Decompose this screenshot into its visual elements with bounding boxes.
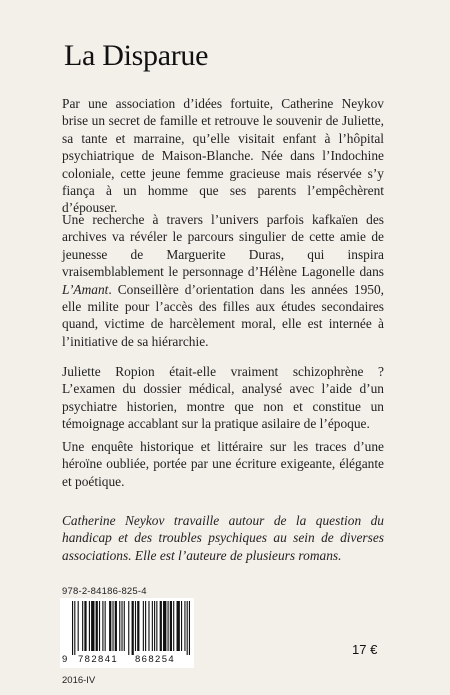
barcode-bar xyxy=(96,601,98,651)
p2-after: . Conseillère d’orientation dans les années 1950, elle milite pour l’accès des filles aux études secondaires quand, victime de harcèlement moral, elle est internée à l’initiative de sa hiérarchie. xyxy=(62,281,384,349)
edition-code: 2016-IV xyxy=(62,675,96,686)
barcode-bar xyxy=(152,601,153,651)
barcode-bar xyxy=(119,601,120,651)
barcode-left-digits: 782841 xyxy=(78,654,119,665)
barcode-bar xyxy=(156,601,157,651)
summary-paragraph-3-text: Juliette Ropion était-elle vraiment schizophrène ? L’examen du dossier médical, analysé avec l’aide d’un psychiatre historien, montre que non et constitue un témoignage accablant sur la pratique asilaire de l’époque. xyxy=(62,364,384,432)
barcode-bar xyxy=(99,601,100,651)
barcode-first-digit: 9 xyxy=(62,654,68,665)
price: 17 € xyxy=(352,642,378,657)
author-bio xyxy=(62,512,384,564)
barcode-bar xyxy=(148,601,149,651)
barcode-right-digits: 868254 xyxy=(135,654,176,665)
barcode-bar xyxy=(105,601,106,651)
barcode-bar xyxy=(160,601,162,651)
barcode-bar xyxy=(177,601,180,651)
barcode-bar xyxy=(84,601,86,651)
barcode-bar xyxy=(132,601,134,655)
barcode-bar xyxy=(128,601,129,655)
book-title: La Disparue xyxy=(64,39,209,72)
barcode-bar xyxy=(154,601,155,651)
barcode-bar xyxy=(121,601,122,651)
summary-paragraph-2 xyxy=(62,211,384,350)
barcode-bar xyxy=(102,601,103,651)
summary-paragraph-1 xyxy=(62,95,384,217)
summary-paragraph-3 xyxy=(62,363,384,433)
summary-paragraph-1-text: Par une association d’idées fortuite, Catherine Neykov brise un secret de famille et retrouve le souvenir de Juliette, sa tante et marraine, qu’elle visitait enfant à l’hôpital psychiatrique de Maison-Blanche. Née dans l’Indochine coloniale, cette jeune femme gracieuse mais réservée s’y fiança à un homme que ses parents l’empêchèrent d’épouser. xyxy=(62,96,384,216)
barcode-bar xyxy=(137,601,139,651)
summary-paragraph-4-text: Une enquête historique et littéraire sur les traces d’une héroïne oubliée, portée par une écriture exigeante, élégante et poétique. xyxy=(62,439,384,489)
barcode-bar xyxy=(189,601,190,655)
barcode-bar xyxy=(109,601,111,651)
barcode-bar xyxy=(74,601,75,655)
barcode-bar xyxy=(82,601,83,651)
barcode-bar xyxy=(163,601,166,651)
p2-before: Une recherche à travers l’univers parfois kafkaïen des archives va révéler le parcours singulier de cette amie de jeunesse de Marguerite Duras, qui inspira vraisemblablement le personnage d’Hélène Lagonelle dans xyxy=(62,212,384,280)
barcode-bar xyxy=(181,601,182,651)
summary-paragraph-2-text xyxy=(62,211,384,350)
barcode-digits xyxy=(60,654,194,666)
barcode-bar xyxy=(173,601,174,651)
barcode-bar xyxy=(170,601,172,651)
barcode-bar xyxy=(72,601,73,655)
barcode-bar xyxy=(112,601,113,651)
author-bio-text: Catherine Neykov travaille autour de la question du handicap et des troubles psychiques au sein de diverses associations. Elle est l’auteure de plusieurs romans. xyxy=(62,513,384,563)
barcode-bars xyxy=(72,601,190,655)
barcode-bar xyxy=(91,601,94,651)
barcode-bar xyxy=(184,601,185,651)
barcode-bar xyxy=(78,601,79,651)
isbn-number: 978-2-84186-825-4 xyxy=(62,586,147,597)
barcode-bar xyxy=(115,601,117,651)
barcode-bar xyxy=(143,601,144,651)
barcode-bar xyxy=(89,601,90,651)
barcode-bar xyxy=(168,601,169,651)
p2-book-title: L’Amant xyxy=(62,281,109,297)
barcode-bar xyxy=(135,601,136,651)
barcode-bar xyxy=(145,601,146,651)
summary-paragraph-4 xyxy=(62,438,384,490)
barcode-bar xyxy=(124,601,125,651)
barcode-bar xyxy=(187,601,188,655)
barcode xyxy=(60,598,194,668)
